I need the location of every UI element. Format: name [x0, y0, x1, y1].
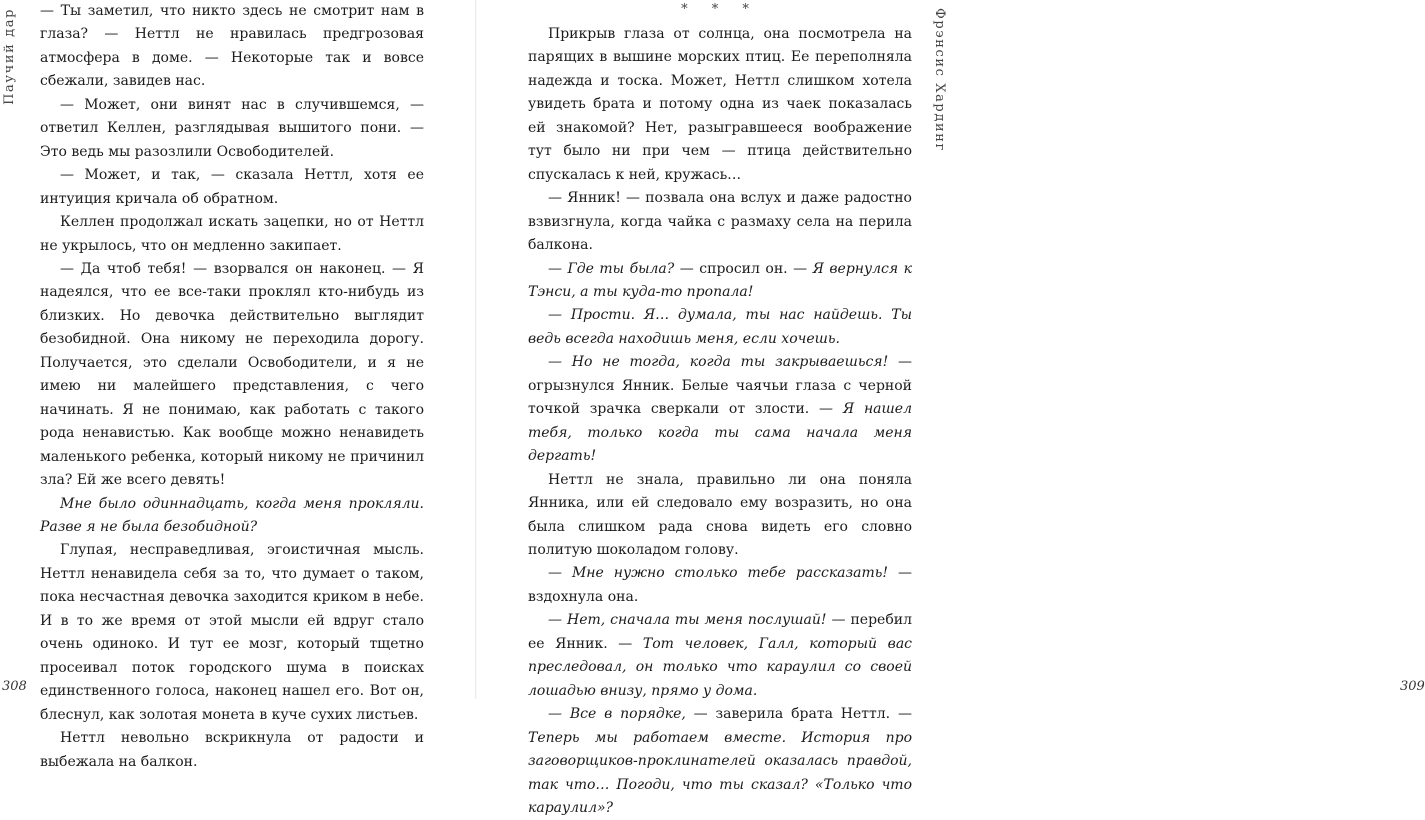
paragraph — [528, 703, 912, 820]
paragraph: — Да чтоб тебя! — взорвался он наконец. — Я надеялся, что ее все-таки проклял кто-нибудь из близких. Но девочка действительно выглядит безобидной. Она никому не переходила дорогу. Получается, это сделали Освободители, и я не имею ни малейшего представления, с чего начинать. Я не понимаю, как работать с такого рода ненавистью. Как вообще можно ненавидеть маленького ребенка, который никому не причинил зла? Ей же всего девять! — [40, 260, 424, 489]
paragraph: Глупая, несправедливая, эгоистичная мысль. Неттл ненавидела себя за то, что думает о таком, пока несчастная девочка заходится криком в небе. И в то же время от этой мысли ей вдруг стало очень одиноко. И тут ее мозг, который тщетно просеивал поток городского шума в поисках единственного голоса, наконец нашел его. Вот он, блеснул, как золотая монета в куче сухих листьев. — [40, 542, 424, 723]
paragraph: Прикрыв глаза от солнца, она посмотрела на парящих в вышине морских птиц. Ее переполняла надежда и тоска. Может, Неттл слишком хотела увидеть брата и потому одна из чаек показалась ей знакомой? Нет, разыгравшееся воображение тут было ни при чем — птица действительно спускалась к ней, кружась… — [528, 26, 912, 183]
paragraph-fragment: — Все в порядке, — [548, 706, 686, 723]
paragraph: — Может, и так, — сказала Неттл, хотя ее интуиция кричала об обратном. — [40, 167, 424, 207]
paragraph-fragment: Теперь мы работаем вместе. История про заговорщиков-проклинателей оказалась правдой, так что… Погоди, что ты сказал? «Только что караулил»? — [528, 729, 912, 816]
paragraph-fragment: Я вернулся к Тэнси, а ты куда-то пропала! — [528, 260, 913, 300]
section-break: * * * — [681, 2, 759, 17]
paragraph: — Ты заметил, что никто здесь не смотрит нам в глаза? — Неттл не нравилась предгрозовая атмосфера в доме. — Некоторые так и вовсе сбежали, завидев нас. — [40, 3, 424, 90]
right-page — [476, 0, 1425, 816]
page-number-left: 308 — [2, 679, 27, 694]
running-head-left: Паучий дар — [2, 8, 17, 105]
paragraph-fragment: — Мне нужно столько тебе рассказать! — [548, 565, 889, 582]
paragraph-fragment: Тот человек, Галл, который вас преследовал, он только что караулил со своей лошадью внизу, прямо у дома. — [528, 635, 913, 699]
paragraph: — Может, они винят нас в случившемся, — ответил Келлен, разглядывая вышитого пони. — Это ведь мы разозлили Освободителей. — [40, 96, 424, 160]
left-page — [0, 0, 476, 770]
running-head-right: Фрэнсис Хардинг — [932, 8, 947, 152]
paragraph — [528, 351, 912, 468]
paragraph: Мне было одиннадцать, когда меня прокляли. Разве я не была безобидной? — [40, 495, 424, 535]
paragraph: Неттл невольно вскрикнула от радости и выбежала на балкон. — [40, 730, 424, 770]
paragraph-fragment: — перебил ее Янник. — — [528, 612, 912, 652]
page-number-right: 309 — [1400, 679, 1425, 694]
paragraph — [528, 562, 912, 609]
paragraph-fragment: — Нет, сначала ты меня послушай! — [548, 612, 827, 629]
paragraph: — Прости. Я… думала, ты нас найдешь. Ты ведь всегда находишь меня, если хочешь. — [528, 307, 912, 347]
right-page-text — [528, 0, 912, 820]
paragraph-fragment: — спросил он. — — [674, 260, 813, 277]
paragraph-fragment: Я нашел тебя, только когда ты сама начала меня дергать! — [528, 401, 912, 465]
paragraph: Келлен продолжал искать зацепки, но от Неттл не укрылось, что он медленно закипает. — [40, 214, 424, 254]
paragraph — [528, 258, 912, 305]
paragraph-fragment: — вздохнула она. — [528, 565, 912, 605]
paragraph-fragment: — заверила брата Неттл. — — [685, 706, 912, 723]
paragraph-fragment: — огрызнулся Янник. Белые чаячьи глаза с черной точкой зрачка сверкали от злости. — — [528, 354, 912, 418]
paragraph — [528, 609, 912, 703]
paragraph-fragment: — Но не тогда, когда ты закрываешься! — [548, 354, 889, 371]
paragraph-fragment: — Где ты была? — [548, 260, 675, 277]
paragraph: — Янник! — позвала она вслух и даже радостно взвизгнула, когда чайка с размаху села на перила балкона. — [528, 190, 912, 254]
left-page-text — [40, 0, 424, 774]
paragraph: Неттл не знала, правильно ли она поняла Янника, или ей следовало ему возразить, но она была слишком рада снова видеть его словно политую шоколадом голову. — [528, 471, 912, 558]
